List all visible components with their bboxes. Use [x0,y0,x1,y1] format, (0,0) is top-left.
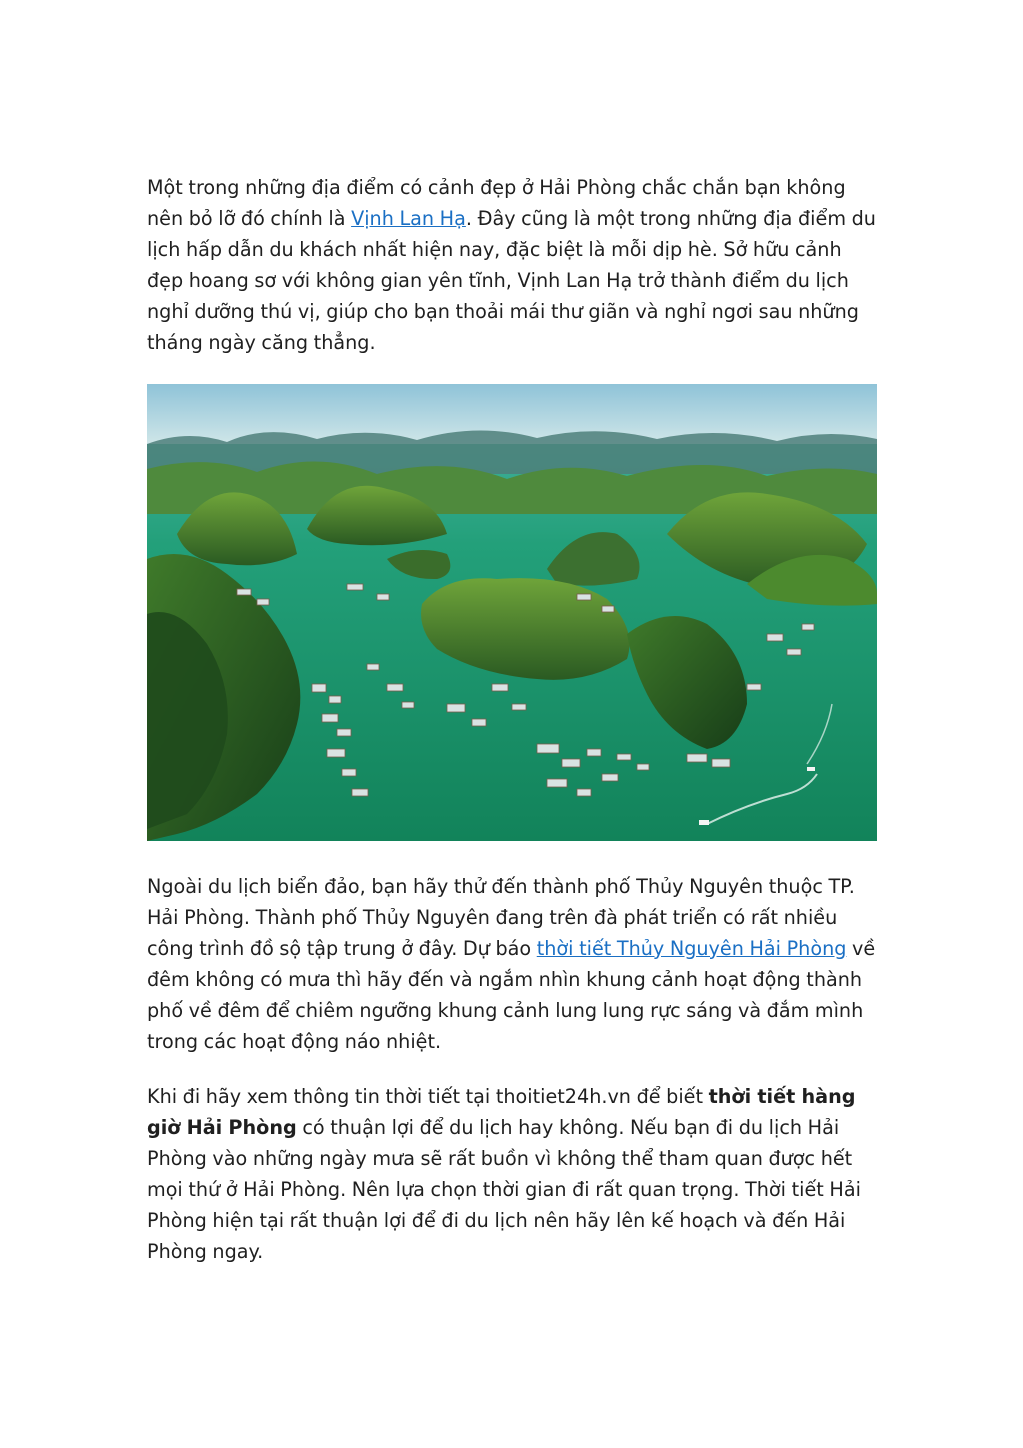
paragraph2-text-end: về đêm không có mưa thì hãy đến và ngắm nhìn khung cảnh hoạt động thành phố về đêm để chiêm ngưỡng khung cảnh lung lung rực sáng và đắm mình trong các hoạt động náo nhiệt. [147,937,876,1053]
paragraph3-text-start: Khi đi hãy xem thông tin thời tiết tại thoitiet24h.vn để biết [147,1085,709,1108]
paragraph-weather-advice [147,1081,879,1267]
lan-ha-bay-photo [147,384,877,841]
paragraph1-text-start: Một trong những địa điểm có cảnh đẹp ở Hải Phòng chắc chắn bạn không nên bỏ lỡ đó chính là [147,176,846,230]
link-vinh-lan-ha[interactable]: Vịnh Lan Hạ [351,207,466,230]
paragraph1-text-end: . Đây cũng là một trong những địa điểm du lịch hấp dẫn du khách nhất hiện nay, đặc biệt là mỗi dịp hè. Sở hữu cảnh đẹp hoang sơ với không gian yên tĩnh, Vịnh Lan Hạ trở thành điểm du lịch nghỉ dưỡng thú vị, giúp cho bạn thoải mái thư giãn và nghỉ ngơi sau những tháng ngày căng thẳng. [147,207,876,354]
paragraph3-text-end: có thuận lợi để du lịch hay không. Nếu bạn đi du lịch Hải Phòng vào những ngày mưa sẽ rất buồn vì không thể tham quan được hết mọi thứ ở Hải Phòng. Nên lựa chọn thời gian đi rất quan trọng. Thời tiết Hải Phòng hiện tại rất thuận lợi để đi du lịch nên hãy lên kế hoạch và đến Hải Phòng ngay. [147,1116,861,1263]
bold-thoi-tiet-hang-gio: thời tiết hàng giờ Hải Phòng [147,1085,856,1139]
link-thoi-tiet-thuy-nguyen[interactable]: thời tiết Thủy Nguyên Hải Phòng [536,937,847,960]
paragraph2-text-start: Ngoài du lịch biển đảo, bạn hãy thử đến thành phố Thủy Nguyên thuộc TP. Hải Phòng. Thành phố Thủy Nguyên đang trên đà phát triển có rất nhiều công trình đồ sộ tập trung ở đây. Dự báo [147,875,855,960]
paragraph-thuy-nguyen [147,871,879,1057]
paragraph-lan-ha-bay [147,172,879,358]
